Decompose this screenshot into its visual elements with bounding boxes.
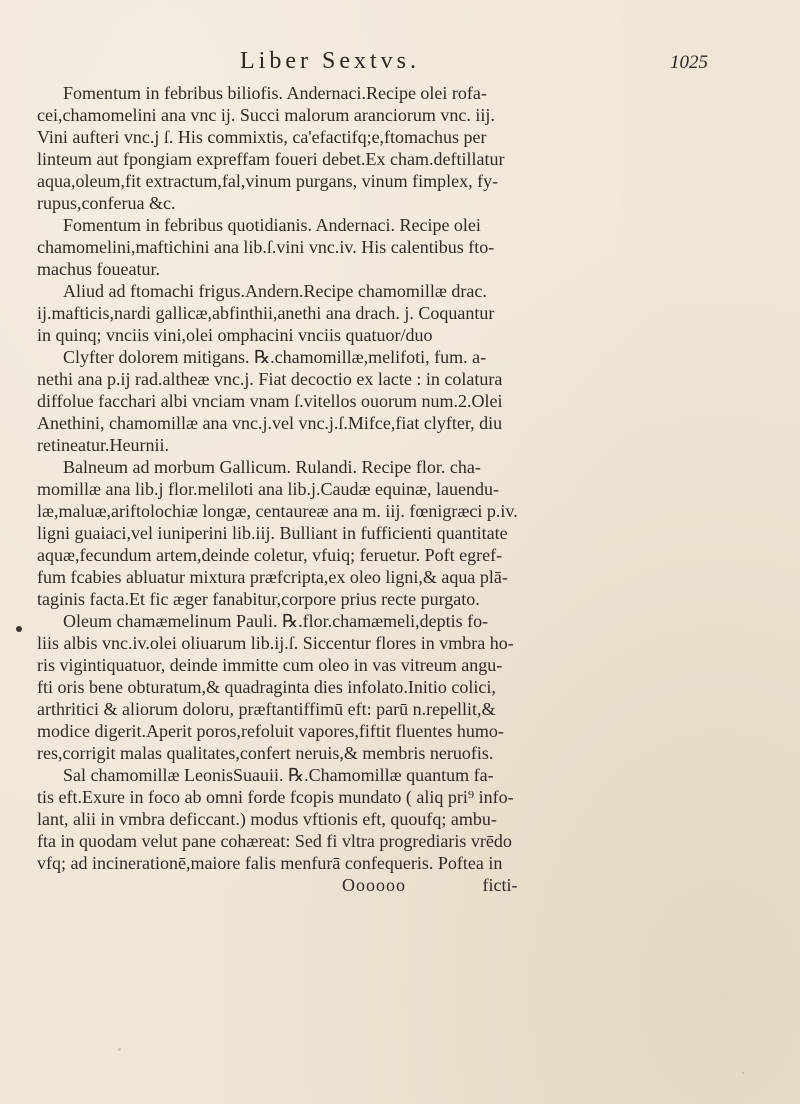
text-line: momillæ ana lib.j flor.meliloti ana lib.j.Caudæ equinæ, lauendu- bbox=[37, 479, 499, 499]
text-line: taginis facta.Et fic æger fanabitur,corpore prius recte purgato. bbox=[37, 589, 480, 609]
paper-fleck bbox=[742, 1072, 744, 1074]
page-header bbox=[0, 48, 800, 82]
text-line-recipe-heading: Fomentum in febribus quotidianis. Andernaci. Recipe olei bbox=[63, 215, 481, 235]
running-head: Liber Sextvs. bbox=[240, 48, 420, 74]
text-line-recipe-heading: Oleum chamæmelinum Pauli. ℞.flor.chamæmeli,deptis fo- bbox=[63, 611, 489, 631]
text-line: fum fcabies abluatur mixtura præfcripta,ex oleo ligni,& aqua plā- bbox=[37, 567, 508, 587]
text-line: tis eft.Exure in foco ab omni forde fcopis mundato ( aliq pri⁹ info- bbox=[37, 787, 514, 807]
text-line-recipe-heading: Fomentum in febribus biliofis. Andernaci.Recipe olei rofa- bbox=[63, 83, 487, 103]
text-line: retineatur.Heurnii. bbox=[37, 435, 169, 455]
text-line: chamomelini,maftichini ana lib.ſ.vini vnc.iv. His calentibus fto- bbox=[37, 237, 495, 257]
text-line: nethi ana p.ij rad.altheæ vnc.j. Fiat decoctio ex lacte : in colatura bbox=[37, 369, 503, 389]
signature-mark: Oooooo bbox=[342, 875, 406, 895]
text-line: aquæ,fecundum artem,deinde coletur, vfuiq; feruetur. Poft egref- bbox=[37, 545, 503, 565]
catchline bbox=[37, 874, 767, 896]
text-line: linteum aut fpongiam expreffam foueri debet.Ex cham.deftillatur bbox=[37, 149, 505, 169]
text-line: lant, alii in vmbra deficcant.) modus vftionis eft, quoufq; ambu- bbox=[37, 809, 497, 829]
text-line: aqua,oleum,fit extractum,fal,vinum purgans, vinum fimplex, fy- bbox=[37, 171, 499, 191]
text-line: rupus,conferua &c. bbox=[37, 193, 176, 213]
text-line: fta in quodam velut pane cohæreat: Sed fi vltra progrediaris vrēdo bbox=[37, 831, 512, 851]
text-line: ris vigintiquatuor, deinde immitte cum oleo in vas vitreum angu- bbox=[37, 655, 503, 675]
text-line: diffolue facchari albi vnciam vnam ſ.vitellos ouorum num.2.Olei bbox=[37, 391, 503, 411]
text-line: ligni guaiaci,vel iuniperini lib.iij. Bulliant in fufficienti quantitate bbox=[37, 523, 508, 543]
text-line: liis albis vnc.iv.olei oliuarum lib.ij.ſ. Siccentur flores in vmbra ho- bbox=[37, 633, 514, 653]
text-line: vfq; ad incinerationē,maiore falis menfurā confequeris. Poftea in bbox=[37, 853, 503, 873]
catchword: ficti- bbox=[482, 875, 518, 895]
text-line: res,corrigit malas qualitates,confert neruis,& membris neruofis. bbox=[37, 743, 494, 763]
margin-ink-dot bbox=[16, 626, 22, 632]
text-line: Vini aufteri vnc.j ſ. His commixtis, ca'efactifq;e,ftomachus per bbox=[37, 127, 487, 147]
text-line: machus foueatur. bbox=[37, 259, 160, 279]
paper-fleck bbox=[118, 1048, 121, 1051]
text-line: Anethini, chamomillæ ana vnc.j.vel vnc.j.ſ.Mifce,fiat clyfter, diu bbox=[37, 413, 503, 433]
text-line: ij.mafticis,nardi gallicæ,abfinthii,anethi ana drach. j. Coquantur bbox=[37, 303, 495, 323]
text-line: arthritici & aliorum doloru, præftantiffimū eft: parū n.repellit,& bbox=[37, 699, 496, 719]
text-line: in quinq; vnciis vini,olei omphacini vnciis quatuor/duo bbox=[37, 325, 433, 345]
body-text bbox=[37, 82, 767, 896]
text-line-recipe-heading: Sal chamomillæ LeonisSuauii. ℞.Chamomillæ quantum fa- bbox=[63, 765, 494, 785]
text-line: læ,maluæ,ariftolochiæ longæ, centaureæ ana m. iij. fœnigræci p.iv. bbox=[37, 501, 518, 521]
text-line: modice digerit.Aperit poros,refoluit vapores,fiftit fluentes humo- bbox=[37, 721, 504, 741]
page-number: 1025 bbox=[670, 52, 708, 73]
text-line-recipe-heading: Balneum ad morbum Gallicum. Rulandi. Recipe flor. cha- bbox=[63, 457, 481, 477]
text-line-recipe-heading: Clyfter dolorem mitigans. ℞.chamomillæ,melifoti, fum. a- bbox=[63, 347, 487, 367]
text-line-recipe-heading: Aliud ad ftomachi frigus.Andern.Recipe chamomillæ drac. bbox=[63, 281, 487, 301]
text-line: fti oris bene obturatum,& quadraginta dies infolato.Initio colici, bbox=[37, 677, 496, 697]
text-line: cei,chamomelini ana vnc ij. Succi malorum aranciorum vnc. iij. bbox=[37, 105, 495, 125]
